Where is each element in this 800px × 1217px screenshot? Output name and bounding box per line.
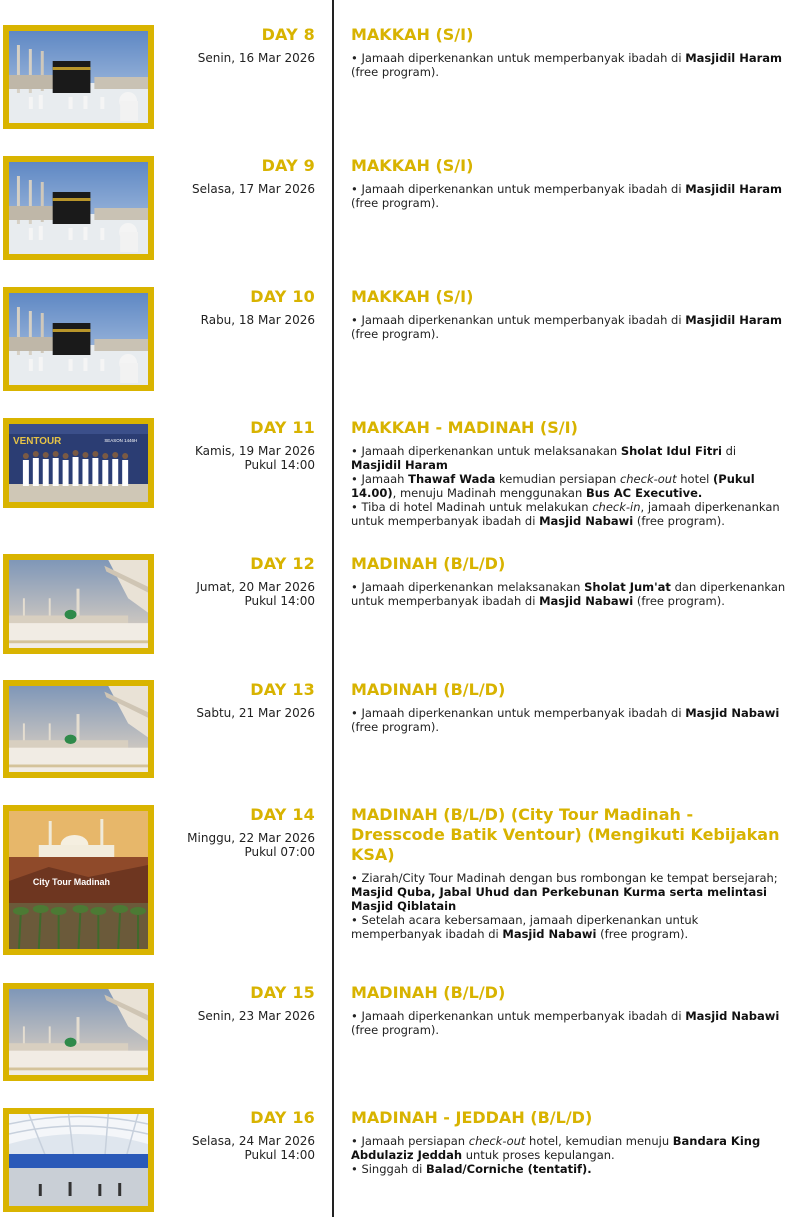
day-title: MADINAH (B/L/D) — [351, 554, 506, 573]
day-photo — [3, 287, 154, 391]
day-photo — [3, 680, 154, 778]
activity-item — [351, 51, 787, 79]
day-label: DAY 12 — [250, 554, 315, 573]
activity-text: hotel — [676, 472, 714, 486]
day-date: Minggu, 22 Mar 2026 — [187, 831, 315, 845]
activity-text: kemudian persiapan — [495, 472, 620, 486]
activity-text: dan diperkenankan untuk memperbanyak ibadah di — [351, 580, 786, 608]
activity-text: check-out — [619, 472, 677, 486]
day-title: MAKKAH (S/I) — [351, 287, 474, 306]
activity-text: • Jamaah diperkenankan untuk memperbanyak ibadah di — [351, 1009, 686, 1023]
activity-text: Masjid Nabawi — [685, 706, 780, 720]
activity-item — [351, 500, 787, 528]
activity-item — [351, 706, 787, 734]
day-date: Kamis, 19 Mar 2026 — [195, 444, 315, 458]
activity-text: Masjid Nabawi — [539, 594, 634, 608]
activity-text: (free program). — [351, 196, 440, 210]
day-title: MADINAH - JEDDAH (B/L/D) — [351, 1108, 593, 1127]
day-title: MAKKAH (S/I) — [351, 25, 474, 44]
activity-list — [351, 1134, 787, 1176]
activity-text: Bandara King Abdulaziz Jeddah — [351, 1134, 761, 1162]
svg-text:VENTOUR: VENTOUR — [12, 435, 62, 448]
timeline-divider — [332, 0, 334, 1217]
activity-text: (free program). — [633, 594, 725, 608]
activity-text: (free program). — [351, 65, 440, 79]
activity-text: Masjidil Haram — [685, 51, 783, 65]
activity-text: Masjidil Haram — [351, 458, 448, 472]
activity-text: • Jamaah diperkenankan untuk memperbanyak ibadah di — [351, 182, 686, 196]
svg-text:SEASON 1446H: SEASON 1446H — [104, 437, 138, 444]
activity-item — [351, 182, 787, 210]
day-label: DAY 11 — [250, 418, 315, 437]
day-label: DAY 8 — [261, 25, 315, 44]
day-date: Jumat, 20 Mar 2026 — [196, 580, 315, 594]
activity-text: (free program). — [351, 720, 440, 734]
activity-text: • Setelah acara kebersamaan, jamaah diperkenankan untuk memperbanyak ibadah di — [351, 913, 699, 941]
activity-item — [351, 1009, 787, 1037]
day-photo — [3, 554, 154, 654]
day-photo — [3, 25, 154, 129]
day-photo — [3, 1108, 154, 1212]
day-title: MAKKAH - MADINAH (S/I) — [351, 418, 578, 437]
day-time: Pukul 14:00 — [244, 458, 315, 472]
activity-text: • Tiba di hotel Madinah untuk melakukan — [351, 500, 593, 514]
activity-text: Masjidil Haram — [685, 182, 783, 196]
activity-item — [351, 444, 787, 472]
day-photo — [3, 805, 154, 955]
activity-text: Masjid Quba, Jabal Uhud dan Perkebunan Kurma serta melintasi Masjid Qiblatain — [351, 885, 767, 913]
activity-text: Masjid Nabawi — [685, 1009, 780, 1023]
activity-list — [351, 580, 787, 608]
day-date: Selasa, 17 Mar 2026 — [192, 182, 315, 196]
activity-text: untuk proses kepulangan. — [462, 1148, 615, 1162]
activity-text: Masjidil Haram — [685, 313, 783, 327]
activity-text: , menuju Madinah menggunakan — [392, 486, 586, 500]
activity-item — [351, 472, 787, 500]
activity-list — [351, 871, 787, 941]
activity-text: Sholat Idul Fitri — [620, 444, 722, 458]
day-time: Pukul 07:00 — [244, 845, 315, 859]
activity-item — [351, 1134, 787, 1162]
activity-text: • Jamaah diperkenankan untuk memperbanyak ibadah di — [351, 51, 686, 65]
day-date: Senin, 23 Mar 2026 — [197, 1009, 315, 1023]
activity-text: di — [721, 444, 737, 458]
activity-item — [351, 580, 787, 608]
day-title: MADINAH (B/L/D) — [351, 680, 506, 699]
activity-text: , jamaah diperkenankan untuk memperbanyak ibadah di — [351, 500, 780, 528]
activity-text: check-out — [468, 1134, 526, 1148]
activity-text: check-in — [592, 500, 641, 514]
day-title: MADINAH (B/L/D) — [351, 983, 506, 1002]
day-date: Senin, 16 Mar 2026 — [197, 51, 315, 65]
day-title: MADINAH (B/L/D) (City Tour Madinah - Dresscode Batik Ventour) (Mengikuti Kebijakan KSA) — [351, 805, 780, 864]
activity-item — [351, 913, 787, 941]
day-label: DAY 9 — [261, 156, 315, 175]
activity-text: (free program). — [351, 1023, 440, 1037]
activity-text: • Singgah di — [351, 1162, 426, 1176]
activity-text: • Jamaah diperkenankan melaksanakan — [351, 580, 585, 594]
activity-item — [351, 1162, 787, 1176]
activity-text: • Jamaah diperkenankan untuk memperbanyak ibadah di — [351, 313, 686, 327]
day-label: DAY 13 — [250, 680, 315, 699]
activity-text: hotel, kemudian menuju — [525, 1134, 673, 1148]
activity-text: Masjid Nabawi — [539, 514, 634, 528]
svg-text:City Tour Madinah: City Tour Madinah — [32, 876, 110, 888]
activity-list — [351, 706, 787, 734]
day-date: Sabtu, 21 Mar 2026 — [196, 706, 315, 720]
day-date: Selasa, 24 Mar 2026 — [192, 1134, 315, 1148]
day-label: DAY 10 — [250, 287, 315, 306]
activity-list — [351, 444, 787, 528]
activity-text: • Ziarah/City Tour Madinah dengan bus rombongan ke tempat bersejarah; — [351, 871, 778, 885]
day-time: Pukul 14:00 — [244, 594, 315, 608]
activity-text: Balad/Corniche (tentatif). — [425, 1162, 592, 1176]
activity-text: (free program). — [633, 514, 725, 528]
activity-text: • Jamaah diperkenankan untuk melaksanakan — [351, 444, 621, 458]
day-time: Pukul 14:00 — [244, 1148, 315, 1162]
activity-text: Thawaf Wada — [408, 472, 496, 486]
activity-text: Sholat Jum'at — [584, 580, 671, 594]
activity-text: (Pukul 14.00) — [351, 472, 755, 500]
day-label: DAY 14 — [250, 805, 315, 824]
activity-text: (free program). — [596, 927, 689, 941]
day-label: DAY 15 — [250, 983, 315, 1002]
activity-list — [351, 182, 787, 210]
activity-text: • Jamaah — [351, 472, 409, 486]
day-date: Rabu, 18 Mar 2026 — [200, 313, 315, 327]
activity-list — [351, 1009, 787, 1037]
activity-text: (free program). — [351, 327, 440, 341]
day-photo — [3, 156, 154, 260]
day-photo — [3, 418, 154, 508]
activity-text: Masjid Nabawi — [502, 927, 597, 941]
day-title: MAKKAH (S/I) — [351, 156, 474, 175]
day-label: DAY 16 — [250, 1108, 315, 1127]
activity-text: Bus AC Executive. — [585, 486, 703, 500]
activity-list — [351, 313, 787, 341]
activity-text: • Jamaah diperkenankan untuk memperbanyak ibadah di — [351, 706, 686, 720]
activity-text: • Jamaah persiapan — [351, 1134, 469, 1148]
day-photo — [3, 983, 154, 1081]
activity-item — [351, 313, 787, 341]
activity-list — [351, 51, 787, 79]
activity-item — [351, 871, 787, 913]
